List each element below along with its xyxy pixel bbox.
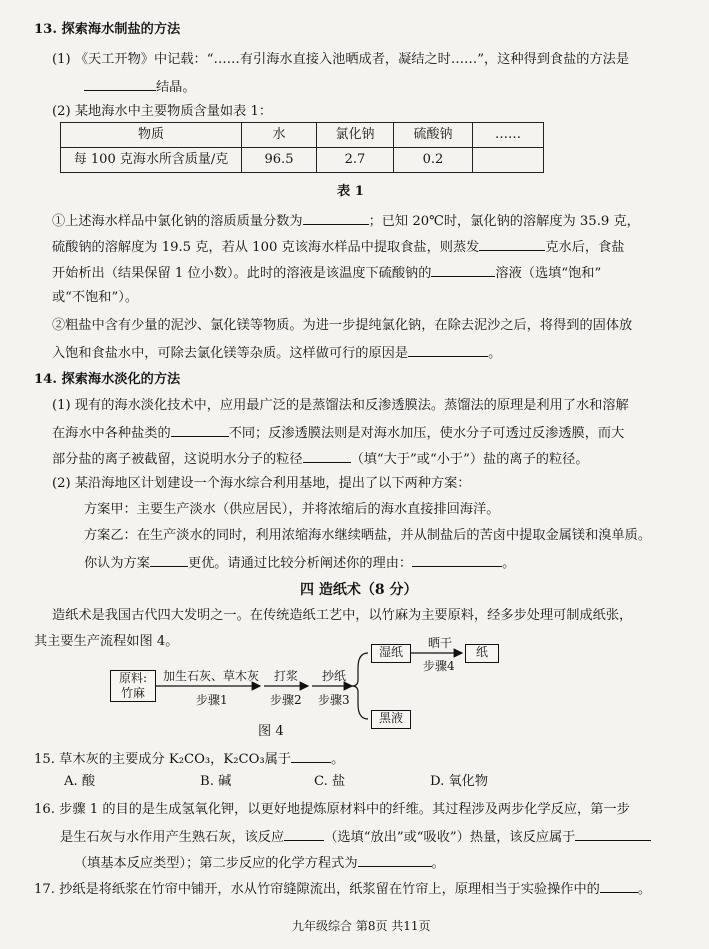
answer-blank[interactable] bbox=[284, 826, 324, 841]
q17-text: 。 bbox=[637, 882, 652, 897]
q15-option-a[interactable]: A. 酸 bbox=[64, 774, 96, 789]
q13-s1-text: ①上述海水样品中氯化钠的溶质质量分数为 bbox=[52, 214, 303, 229]
section-title: 四 造纸术（8 分） bbox=[300, 582, 418, 598]
answer-blank[interactable] bbox=[575, 826, 651, 841]
q14-text: （填“大于”或“小于”）盐的离子的粒径。 bbox=[350, 452, 589, 467]
q14-text: 在海水中各种盐类的 bbox=[52, 426, 171, 441]
table-row-label: 每 100 克海水所含质量/克 bbox=[61, 148, 242, 173]
table-header-cell: 水 bbox=[242, 123, 317, 148]
q16-text: （选填“放出”或“吸收”）热量，该反应属于 bbox=[324, 830, 576, 845]
intro-line1: 造纸术是我国古代四大发明之一。在传统造纸工艺中，以竹麻为主要原料，经多步处理可制成纸张， bbox=[52, 608, 633, 623]
table-caption: 表 1 bbox=[337, 184, 364, 199]
q15-stem bbox=[34, 748, 344, 770]
table-cell: 0.2 bbox=[394, 148, 473, 173]
table-header-cell: 物质 bbox=[61, 123, 242, 148]
step2-name: 步骤2 bbox=[270, 693, 302, 707]
page-footer: 九年级综合 第8页 共11页 bbox=[292, 919, 431, 933]
table-header-cell: 硫酸钠 bbox=[394, 123, 473, 148]
q13-p1-text-b: 结晶。 bbox=[156, 80, 196, 95]
table-header-cell: 氯化钠 bbox=[317, 123, 394, 148]
q16-text: （填基本反应类型）；第二步反应的化学方程式为 bbox=[74, 856, 358, 871]
q17-line bbox=[34, 878, 651, 900]
q16-text: 。 bbox=[431, 856, 445, 871]
table-header-cell: …… bbox=[473, 123, 544, 148]
q14-p2: (2) 某沿海地区计划建设一个海水综合利用基地，提出了以下两种方案： bbox=[52, 476, 471, 491]
q13-s1-text: 溶液（选填“饱和” bbox=[495, 266, 602, 281]
step3-name: 步骤3 bbox=[318, 693, 350, 707]
plan-b: 方案乙：在生产淡水的同时，利用浓缩海水继续晒盐，并从制盐后的苦卤中提取金属镁和溴单质。 bbox=[84, 528, 652, 543]
step2-label: 打浆 bbox=[274, 669, 299, 683]
step1-label: 加生石灰、草木灰 bbox=[163, 669, 260, 683]
q16-line1: 16. 步骤 1 的目的是生成氢氧化钾，以更好地提炼原材料中的纤维。其过程涉及两步化学反应，第一步 bbox=[34, 802, 630, 817]
step4-label: 晒干 bbox=[428, 636, 453, 650]
q13-s1-text: ；已知 20℃时，氯化钠的溶解度为 35.9 克， bbox=[368, 214, 640, 229]
q13-s2-text: 入饱和食盐水中，可除去氯化镁等杂质。这样做可行的原因是 bbox=[52, 346, 409, 361]
wet-paper-box: 湿纸 bbox=[371, 644, 411, 663]
q14-text: 部分盐的离子被截留，这说明水分子的粒径 bbox=[52, 452, 303, 467]
raw-material-label: 原料: bbox=[118, 671, 148, 685]
q15-option-d[interactable]: D. 氧化物 bbox=[430, 774, 489, 789]
q15-option-b[interactable]: B. 碱 bbox=[200, 774, 232, 789]
q14-text: 你认为方案 bbox=[84, 556, 150, 571]
figure-caption: 图 4 bbox=[258, 724, 284, 739]
paper-box: 纸 bbox=[465, 644, 499, 663]
q13-s1-text: 克水后，食盐 bbox=[545, 240, 625, 255]
q15-text: 15. 草木灰的主要成分 K₂CO₃，K₂CO₃属于 bbox=[34, 752, 292, 767]
q16-text: 是生石灰与水作用产生熟石灰，该反应 bbox=[60, 830, 285, 845]
q14-p1-line1: (1) 现有的海水淡化技术中，应用最广泛的是蒸馏法和反渗透膜法。蒸馏法的原理是利用了水和溶解 bbox=[52, 398, 629, 413]
answer-blank[interactable] bbox=[600, 878, 638, 893]
q13-p1-text: (1) 《天工开物》中记载：“……有引海水直接入池晒成者，凝结之时……”，这种得到食盐的方法是 bbox=[52, 52, 630, 67]
q14-text: 更优。请通过比较分析阐述你的理由： bbox=[187, 556, 413, 571]
q13-p2: (2) 某地海水中主要物质含量如表 1： bbox=[52, 104, 273, 119]
step1-name: 步骤1 bbox=[196, 693, 228, 707]
table-cell: 96.5 bbox=[242, 148, 317, 173]
q14-text: 不同；反渗透膜法则是对海水加压，使水分子可透过反渗透膜，而大 bbox=[228, 426, 625, 441]
black-liquor-box: 黑液 bbox=[371, 710, 411, 729]
q13-s2-line1: ②粗盐中含有少量的泥沙、氯化镁等物质。为进一步提纯氯化钠，在除去泥沙之后，将得到的固体放 bbox=[52, 318, 633, 333]
q13-s1-line4: 或“不饱和”）。 bbox=[52, 290, 139, 305]
intro-line2: 其主要生产流程如图 4。 bbox=[34, 634, 179, 649]
step4-name: 步骤4 bbox=[423, 659, 455, 673]
q16-line3 bbox=[74, 852, 445, 874]
q13-title: 13. 探索海水制盐的方法 bbox=[34, 22, 181, 37]
answer-blank[interactable] bbox=[291, 748, 331, 763]
answer-blank[interactable] bbox=[358, 852, 432, 867]
q16-line2 bbox=[60, 826, 651, 848]
q14-title: 14. 探索海水淡化的方法 bbox=[34, 372, 181, 387]
step3-label: 抄纸 bbox=[322, 669, 347, 683]
q13-s2-text: 。 bbox=[488, 346, 502, 361]
table-cell: 2.7 bbox=[317, 148, 394, 173]
q15-option-c[interactable]: C. 盐 bbox=[314, 774, 346, 789]
q13-s1-text: 硫酸钠的溶解度为 19.5 克，若从 100 克该海水样品中提取食盐，则蒸发 bbox=[52, 240, 480, 255]
q14-text: 。 bbox=[502, 556, 516, 571]
split-brace bbox=[352, 653, 368, 719]
q17-text: 17. 抄纸是将纸浆在竹帘中铺开，水从竹帘缝隙流出，纸浆留在竹帘上，原理相当于实验操作中的 bbox=[34, 882, 600, 897]
q15-text: 。 bbox=[331, 752, 345, 767]
raw-material-name: 竹麻 bbox=[120, 686, 145, 700]
q13-s1-text: 开始析出（结果保留 1 位小数）。此时的溶液是该温度下硫酸钠的 bbox=[52, 266, 432, 281]
plan-a: 方案甲：主要生产淡水（供应居民），并将浓缩后的海水直接排回海洋。 bbox=[84, 502, 500, 517]
